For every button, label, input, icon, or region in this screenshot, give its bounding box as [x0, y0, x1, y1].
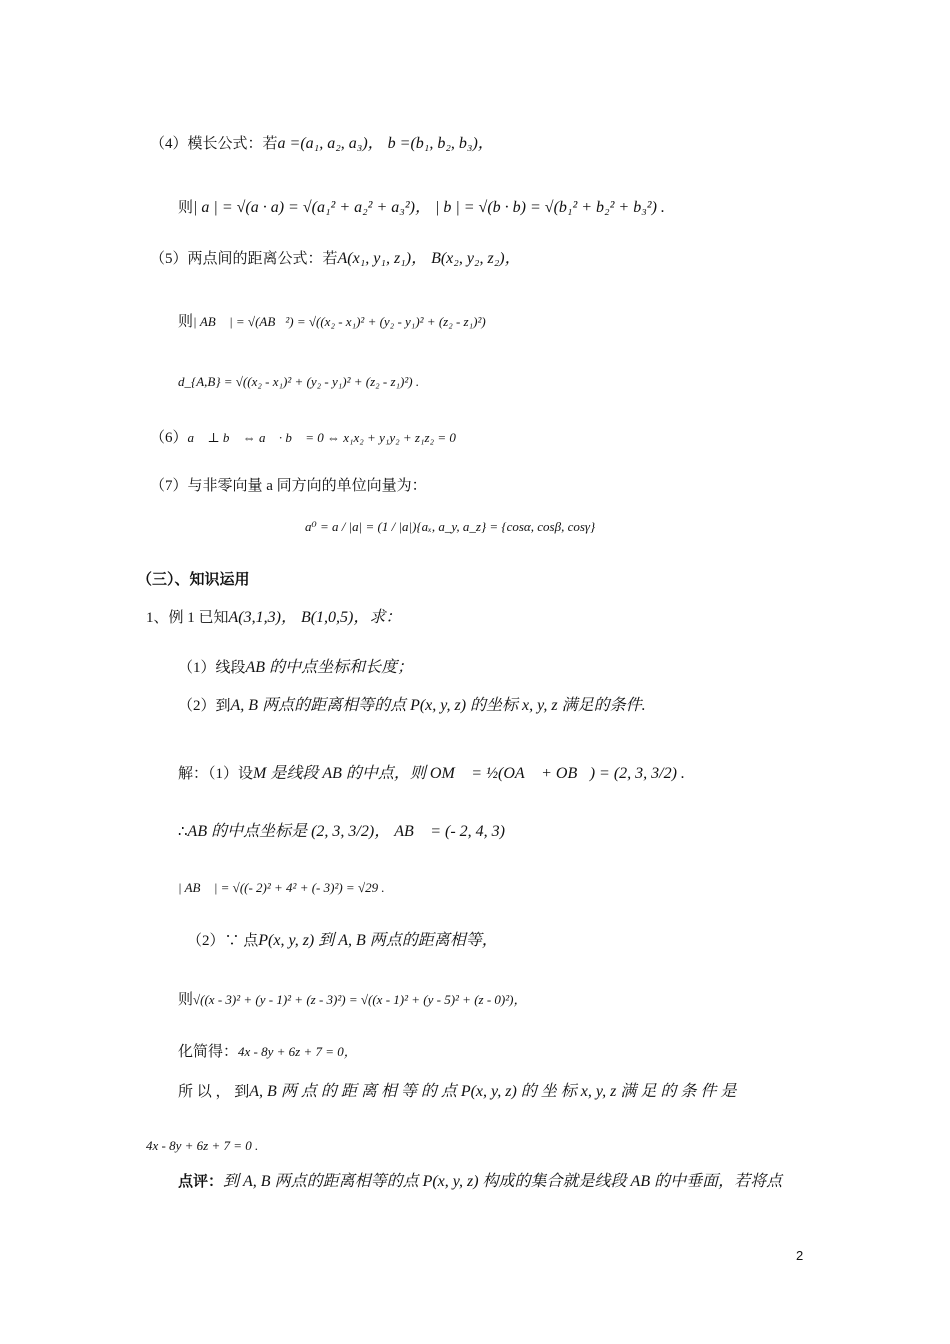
- line-question-2: [178, 694, 646, 718]
- line-label: （三）、知识运用: [137, 572, 250, 588]
- line-midpoint-result: [178, 820, 505, 844]
- line-conclusion: [178, 1080, 736, 1104]
- line-equal-distance: [178, 988, 526, 1012]
- formula: M 是线段 AB 的中点，则 OM⃗ = ½(OA⃗ + OB⃗) = (2, 3, 3/2) .: [253, 765, 685, 782]
- line-ab-length: [178, 310, 496, 334]
- formula: AB 的中点坐标和长度；: [245, 659, 414, 676]
- formula: a⁰ = a / |a| = (1 / |a|){aₓ, a_y, a_z} = {cosα, cosβ, cosγ}: [305, 519, 596, 534]
- line-distance-d: [178, 370, 419, 394]
- line-distance-formula: [150, 247, 521, 271]
- formula: | AB⃗ | = √(AB⃗²) = √((x₂ - x₁)² + (y₂ - y₁)² + (z₂ - z₁)²)，: [193, 314, 496, 329]
- formula: d_{A,B} = √((x₂ - x₁)² + (y₂ - y₁)² + (z₂ - z₁)²) .: [178, 374, 420, 389]
- line-conclusion-equation: [146, 1134, 258, 1158]
- line-unit-vector-intro: [150, 474, 427, 498]
- line-label: （6）: [150, 430, 188, 446]
- formula: a⃗ ⊥ b⃗ ⇔ a⃗ · b⃗ = 0 ⇔ x₁x₂ + y₁y₂ + z₁z₂ = 0: [187, 430, 456, 445]
- line-modulus-formula: [150, 132, 494, 156]
- formula: | a | = √(a · a) = √(a₁² + a₂² + a₃²)， | b | = √(b · b) = √(b₁² + b₂² + b₃²) .: [193, 199, 665, 216]
- line-example-1: [146, 606, 401, 630]
- line-ab-length-result: [178, 876, 385, 900]
- line-label: （4）模长公式：若: [150, 136, 278, 152]
- formula: AB 的中点坐标是 (2, 3, 3/2)， AB⃗ = (- 2, 4, 3): [187, 823, 505, 840]
- line-modulus-values: [178, 196, 665, 220]
- line-label: 则: [178, 314, 194, 330]
- line-solution-2: [187, 929, 498, 953]
- line-perpendicular: [150, 426, 456, 450]
- formula: P(x, y, z) 到 A, B 两点的距离相等，: [258, 932, 498, 949]
- line-simplified: [178, 1040, 357, 1064]
- section-heading: [137, 568, 250, 592]
- comment-label: 点评：: [178, 1174, 224, 1190]
- formula: A(x₁, y₁, z₁)， B(x₂, y₂, z₂)，: [337, 250, 521, 267]
- formula: a =(a₁, a₂, a₃)， b =(b₁, b₂, b₃)，: [277, 135, 494, 152]
- formula: 到 A, B 两点的距离相等的点 P(x, y, z) 构成的集合就是线段 AB 的中垂面，若将点: [223, 1173, 783, 1190]
- line-question-1: [178, 656, 413, 680]
- line-label: ∴: [178, 824, 188, 840]
- formula: √((x - 3)² + (y - 1)² + (z - 3)²) = √((x - 1)² + (y - 5)² + (z - 0)²)，: [193, 992, 527, 1007]
- formula: A, B 两点的距离相等的点 P(x, y, z) 的坐标 x, y, z 满足的条件.: [230, 697, 646, 714]
- line-unit-vector-formula: [305, 515, 595, 539]
- line-label: 解：（1）设: [178, 766, 254, 782]
- formula: 4x - 8y + 6z + 7 = 0，: [238, 1044, 357, 1059]
- line-label: （5）两点间的距离公式：若: [150, 251, 338, 267]
- page-number: 2: [796, 1248, 804, 1263]
- formula: 4x - 8y + 6z + 7 = 0 .: [146, 1138, 259, 1153]
- line-label: （7）与非零向量 a 同方向的单位向量为：: [150, 478, 427, 494]
- formula: | AB⃗ | = √((- 2)² + 4² + (- 3)²) = √29 .: [178, 880, 385, 895]
- line-label: （1）线段: [178, 660, 246, 676]
- line-label: （2）∵ 点: [187, 933, 259, 949]
- line-solution-1: [178, 762, 685, 786]
- formula: A(3,1,3)， B(1,0,5)，求：: [228, 609, 402, 626]
- line-label: 则: [178, 992, 194, 1008]
- line-label: 1、例 1 已知: [146, 610, 229, 626]
- line-label: 则: [178, 200, 194, 216]
- line-label: （2）到: [178, 698, 231, 714]
- line-label: 所 以 ， 到: [178, 1084, 250, 1100]
- line-label: 化简得：: [178, 1044, 239, 1060]
- line-comment: [178, 1170, 782, 1194]
- formula: A, B 两 点 的 距 离 相 等 的 点 P(x, y, z) 的 坐 标 x, y, z 满 足 的 条 件 是: [249, 1083, 737, 1100]
